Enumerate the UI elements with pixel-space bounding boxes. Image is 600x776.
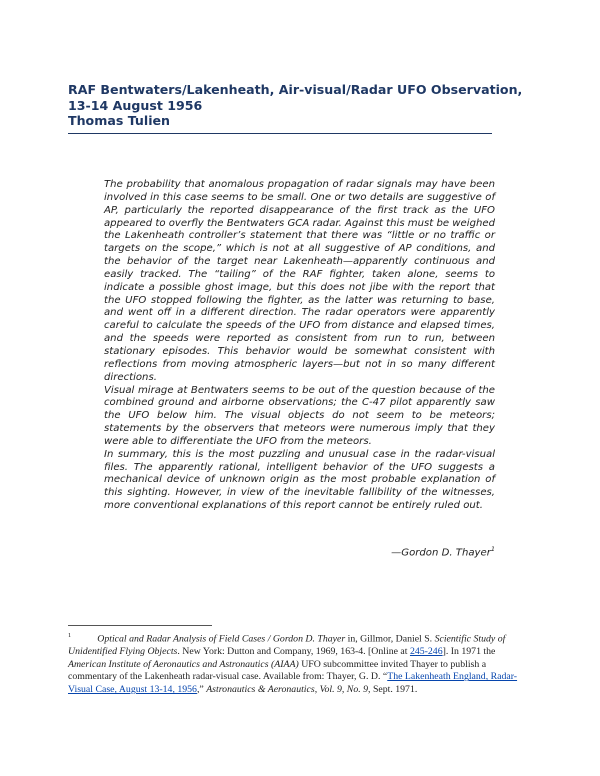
footnote-text: ,”: [196, 684, 207, 696]
footnote-link-pages[interactable]: 245-246: [409, 645, 443, 657]
footnote-reference[interactable]: 1: [490, 545, 495, 553]
footnote-text: UFO subcommittee invited Thayer to publish a commentary of the Lakenheath radar-visual case. Available from: Thayer, G. D. “: [68, 658, 487, 683]
footnote-book-title: Scientific Study of Unidentified Flying Objects: [68, 633, 506, 657]
footnote-link-article[interactable]: The Lakenheath England, Radar-Visual Case, August 13-14, 1956: [68, 671, 518, 696]
footnote-number: 1: [68, 632, 72, 639]
title-underline: [68, 133, 492, 134]
quote-paragraph: In summary, this is the most puzzling and unusual case in the radar-visual files. The apparently rational, intelligent behavior of the UFO suggests a mechanical device of unknown origin as the most probable explanation of this sighting. However, in view of the inevitable fallibility of the witnesses, more conventional explanations of this report cannot be entirely ruled out.: [104, 448, 495, 512]
signature-text: —Gordon D. Thayer: [391, 547, 491, 559]
page-title-line-2: 13-14 August 1956: [68, 97, 203, 113]
quote-signature: [300, 545, 495, 558]
footnote-text: in, Gillmor, Daniel S.: [345, 633, 435, 645]
document-header: [68, 82, 523, 129]
footnote-separator: [68, 625, 212, 626]
footnote-text: . New York: Dutton and Company, 1969, 163-4. [Online at: [177, 645, 410, 657]
footnote-text: , Sept. 1971.: [368, 684, 418, 696]
block-quote: [104, 179, 495, 513]
author-name: Thomas Tulien: [68, 113, 171, 128]
footnote-text: ]. In 1971 the: [442, 645, 496, 657]
quote-paragraph: Visual mirage at Bentwaters seems to be out of the question because of the combined ground and airborne observations; the C-47 pilot apparently saw the UFO below him. The visual objects do not seem to be meteors; statements by the observers that meteors were numerous imply that they were able to differentiate the UFO from the meteors.: [104, 384, 495, 447]
page-title-line-1: RAF Bentwaters/Lakenheath, Air-visual/Radar UFO Observation,: [68, 82, 523, 97]
quote-paragraph: The probability that anomalous propagation of radar signals may have been involved in this case seems to be small. One or two details are suggestive of AP, particularly the reported disappearance of the first track as the UFO appeared to overfly the Bentwaters GCA radar. Against this must be weighed the Lakenheath controller’s statement that there was “little or no traffic or targets on the scope,” which is not at all suggestive of AP conditions, and the behavior of the target near Lakenheath—apparently continuous and easily tracked. The “tailing” of the RAF fighter, taken alone, seems to indicate a possible ghost image, but this does not jibe with the report that the UFO stopped following the fighter, as the latter was returning to base, and went off in a different direction. The radar operators were apparently careful to calculate the speeds of the UFO from distance and elapsed times, and the speeds were reported as consistent from run to run, between stationary episodes. This behavior would be somewhat consistent with reflections from moving atmospheric layers—but not in so many different directions.: [104, 179, 495, 383]
footnote: [68, 630, 531, 697]
footnote-title: Optical and Radar Analysis of Field Cases / Gordon D. Thayer: [97, 633, 346, 645]
footnote-org-name: American Institute of Aeronautics and Astronautics (AIAA): [68, 658, 299, 670]
footnote-journal: Astronautics & Aeronautics, Vol. 9, No. 9: [206, 684, 369, 696]
